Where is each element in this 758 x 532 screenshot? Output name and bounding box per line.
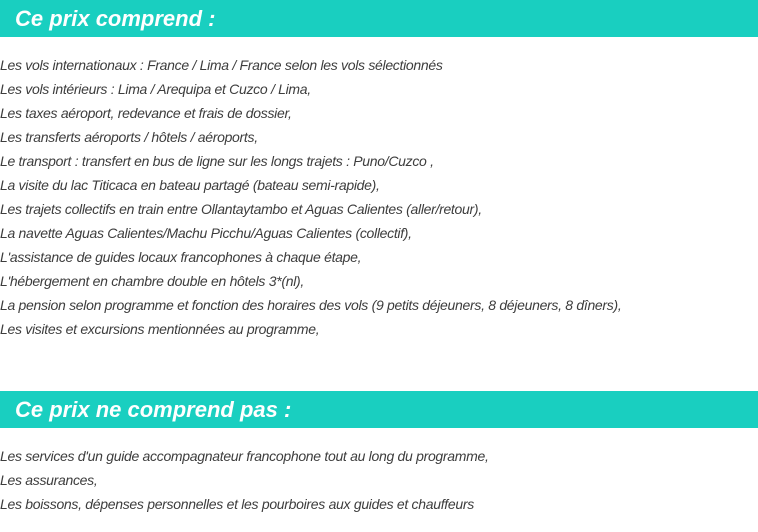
list-item: La navette Aguas Calientes/Machu Picchu/Aguas Calientes (collectif), (0, 225, 412, 241)
includes-list (0, 53, 621, 341)
excludes-header: Ce prix ne comprend pas : (0, 391, 758, 428)
list-item: Le transport : transfert en bus de ligne sur les longs trajets : Puno/Cuzco , (0, 153, 434, 169)
list-item: Les services d'un guide accompagnateur francophone tout au long du programme, (0, 448, 489, 464)
list-item: Les taxes aéroport, redevance et frais de dossier, (0, 105, 292, 121)
list-item: Les vols intérieurs : Lima / Arequipa et Cuzco / Lima, (0, 81, 311, 97)
list-item: Les transferts aéroports / hôtels / aéroports, (0, 129, 258, 145)
list-item: La visite du lac Titicaca en bateau partagé (bateau semi-rapide), (0, 177, 380, 193)
list-item: Les visites et excursions mentionnées au programme, (0, 321, 320, 337)
list-item: L'hébergement en chambre double en hôtels 3*(nl), (0, 273, 304, 289)
list-item: Les boissons, dépenses personnelles et les pourboires aux guides et chauffeurs (0, 496, 474, 512)
list-item: Les assurances, (0, 472, 98, 488)
list-item: L'assistance de guides locaux francophones à chaque étape, (0, 249, 362, 265)
list-item: La pension selon programme et fonction des horaires des vols (9 petits déjeuners, 8 déjeuners, 8 dîners), (0, 297, 622, 313)
list-item: Les vols internationaux : France / Lima / France selon les vols sélectionnés (0, 57, 443, 73)
includes-header: Ce prix comprend : (0, 0, 758, 37)
list-item: Les trajets collectifs en train entre Ollantaytambo et Aguas Calientes (aller/retour), (0, 201, 482, 217)
excludes-list (0, 444, 489, 516)
